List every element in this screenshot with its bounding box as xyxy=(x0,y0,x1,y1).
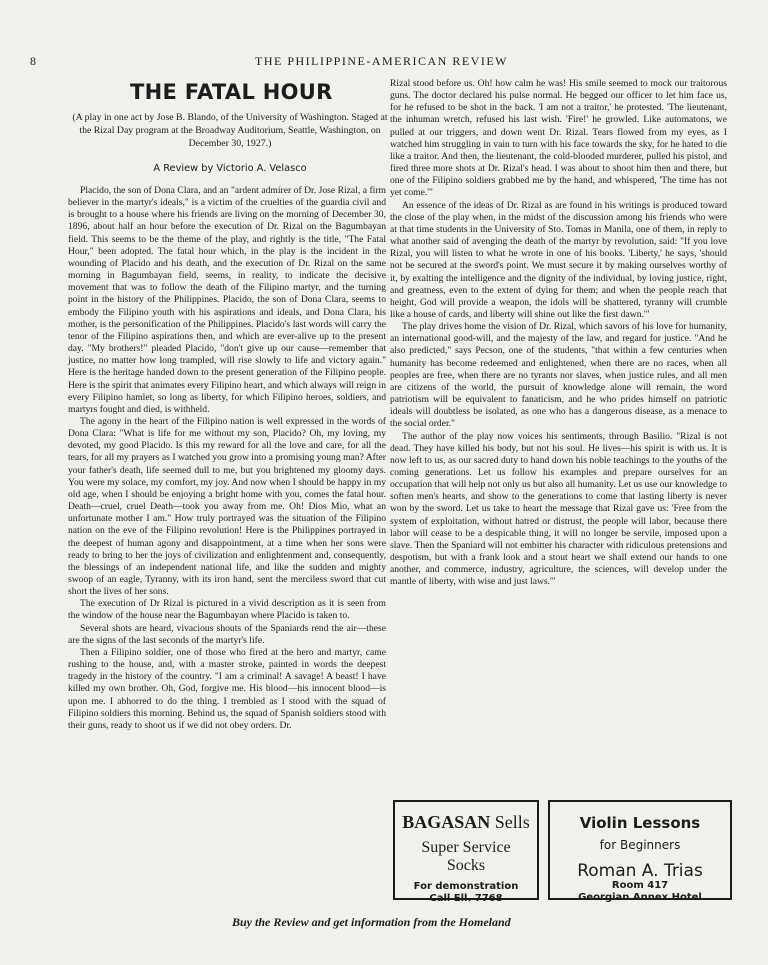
article-subtitle: (A play in one act by Jose B. Blando, of the University of Washington. Staged at the Rizal Day program at the Broadway Auditorium, Seattle, Washington, on December 30, 1927.) xyxy=(72,112,388,149)
ad-headline xyxy=(395,812,537,833)
paragraph: Several shots are heard, vivacious shouts of the Spaniards rend the air—these are the signs of the last seconds of the martyr's life. xyxy=(68,622,386,646)
ad-line: for Beginners xyxy=(599,838,681,852)
ad-name: Roman A. Trias xyxy=(577,861,703,881)
article-byline: A Review by Victorio A. Velasco xyxy=(153,163,307,174)
ad-headline-rest: Sells xyxy=(490,812,530,832)
paragraph: The author of the play now voices his sentiments, through Basilio. "Rizal is not dead. They have killed his body, but not his soul. He lives—his spirit is with us. It is now left to us, as our sacred duty to hand down his noble teachings to the youths of the coming generations. Let us follow his examples and prepare ourselves for an occupation that will help not only us but also all humanity. Let us use our knowledge to soften men's hearts, and show to the generations to come that lasting liberty is never won by the sword. Let us take to heart the message that Rizal gave us: 'Free from the system of exploitation, without hatred or distrust, the people will labor, because there labor will cease to be a despicable thing, it will no longer be servile, imposed upon a slave. Then the Spaniard will not embitter his character with ridiculous pretensions and despotism, but with a frank look and a stout heart we shall extend our hands to one another, and commerce, industry, agriculture, the sciences, will develop under the mantle of liberty, with wise and just laws.'" xyxy=(390,430,727,588)
ad-small-text: Room 417 xyxy=(611,880,669,891)
left-column xyxy=(68,185,386,732)
paragraph: The play drives home the vision of Dr. Rizal, which savors of his love for humanity, an international good-will, and the majesty of the law, and regard for justice. "And he also predicted," says Pecson, one of the students, "that within a few centuries when humanity has become redeemed and enlightened, when there are no races, when all peoples are free, when there are no tyrants nor slaves, when justice rules, and all men are citizens of the world, the pursuit of knowledge alone will remain, the word patriotism will be equivalent to fanaticism, and he who prides himself on patriotic ideals will doubtless be isolated, as one who has a dangerous disease, as a menace to the social order." xyxy=(390,321,727,430)
paragraph: Then a Filipino soldier, one of those who fired at the hero and martyr, came rushing to the house, and, with a master stroke, painted in words the deepest tragedy in the history of the country. "I am a criminal! A savage! A beast! I have killed my own brother. Oh, God, forgive me. His blood—his innocent blood—is upon me. I abhorred to do the thing. I trembled as I stood with the squad of Filipino soldiers this morning. Behind us, the squad of Spanish soldiers stood with their guns, ready to shoot us if we did not obey orders. Dr. xyxy=(68,646,386,731)
ad-line: Super Service xyxy=(421,839,511,856)
page-number: 8 xyxy=(30,54,36,68)
paragraph: Placido, the son of Dona Clara, and an "ardent admirer of Dr. Jose Rizal, a firm believer in the martyr's ideals," is a victim of the cruelties of the guardia civil and is brought to a house where his friends are living on the morning of December 30, 1896, about half an hour before the execution of Dr. Rizal on the Bagumbayan field. This seems to be the theme of the play, and rightly is the title, "The Fatal Hour," been adopted. The fatal hour which, in the play is the incident in the wounding of Placido and his death, and the execution of Dr. Rizal on the same morning in Bagumbayan field, seems, in reality, to indicate the decisive movement that was to follow the death of the Filipino martyr, and the turning point in the history of the Philippines. Placido, the son of Dona Clara, seems to embody the Filipino youth with his aspirations and ideals, and Dona Clara, his mother, is the personification of the Philippines. Placido's last words will carry the tenor of the Filipino aspirations then, and which are ever-alive up to the present day. "My brothers!" pleaded Placido, "don't give up our cause—remember that justice, no matter how long trampled, will rise slowly to life and victory again." Here is the heritage handed down to the present generation of the Filipino people. Here is the spirit that animates every Filipino heart, and which always will reign in every Filipino hamlet, so long as liberty, for which Filipino heroes, soldiers, and martyrs fought and died, is withheld. xyxy=(68,185,386,415)
right-column xyxy=(390,78,727,589)
ad-small-text: Call Ell. 7768 xyxy=(429,893,503,904)
ad-headline: Violin Lessons xyxy=(579,814,701,832)
paragraph: The execution of Dr Rizal is pictured in a vivid description as it is seen from the window of the house near the Bagumbayan where Placido is taken to. xyxy=(68,598,386,622)
running-head: THE PHILIPPINE-AMERICAN REVIEW xyxy=(255,54,508,68)
ad-small-text: For demonstration xyxy=(413,881,519,892)
paragraph: The agony in the heart of the Filipino nation is well expressed in the words of Dona Clara: "What is life for me without my son, Placido? Oh, my loving, my devoted, my good Placido. Is this my reward for all the love and care, for all the tears, for all my prayers as I watched you grow into a promising young man? After your father's death, life seemed dull to me, but you brightened my gloomy days. You were my solace, my comfort, my joy. And now when I should be happy in my old age, when I should be enjoying a bright home with you, comes the fatal hour. Death—cruel, cruel Death—took you away from me. Oh! Dios Mio, what an unfortunate mother I am." How truly portrayed was the situation of the Filipino nation on the eve of the Filipino revolution! Here is the Philippines portrayed in the deepest of human agony and disappointment, at a time when her sons were ready to bring to her the joys of civilization and enlightenment and, consequently, the blessings of an independent national life, and like the sudden and mighty swoop of an eagle, Tyranny, with its iron hand, sent the merciless sword that cut short the lives of her sons. xyxy=(68,415,386,598)
paragraph: Rizal stood before us. Oh! how calm he was! His smile seemed to mock our traitorous guns. The doctor declared his pulse normal. He begged our officer to let him face us, for he refused to be shot in the back. 'I am not a traitor,' he protested. 'The lieutenant, the inhuman wretch, refused his last wish. 'Fire!' he growled. Like automatons, we pulled at our triggers, and down went Dr. Rizal. Tears flowed from my eyes, as I watched him struggling in vain to turn with his face towards the sky, for he hated to die like a traitor. And then, the lieutenant, the cold-blooded murderer, pulled his pistol, and fired three more shots at Dr. Rizal's head. I was about to shoot him then and there, but one of the Filipino soldiers grabbed me by the hand, and whispered, 'The time has not yet come.'" xyxy=(390,78,727,199)
paragraph: An essence of the ideas of Dr. Rizal as are found in his writings is produced toward the close of the play when, in the midst of the discussion among his friends who were at that time students in the University of Sto. Tomas in Manila, one of them, in reply to what another said of avenging the death of the martyr by revolution, said: "If you love Rizal, you will listen to what he wrote in one of his books. 'Liberty,' he says, 'should not be secured at the sword's point. We must secure it by making ourselves worthy of it, by exalting the intelligence and the dignity of the individual, by loving justice, right, and greatness, even to the extent of dying for them; and when the people reach that height, God will provide a weapon, the idols will be shattered, tyranny will crumble like a house of cards, and liberty will shine out like the first dawn.'" xyxy=(390,199,727,320)
article-title: THE FATAL HOUR xyxy=(130,80,333,104)
violin-lessons-ad xyxy=(548,800,732,903)
ad-line: Socks xyxy=(446,857,486,874)
footer-slogan: Buy the Review and get information from the Homeland xyxy=(232,915,511,929)
bagasan-ad xyxy=(393,800,539,904)
ad-small-text: Georgian Annex Hotel xyxy=(578,892,702,903)
ad-brand: BAGASAN xyxy=(402,812,491,832)
